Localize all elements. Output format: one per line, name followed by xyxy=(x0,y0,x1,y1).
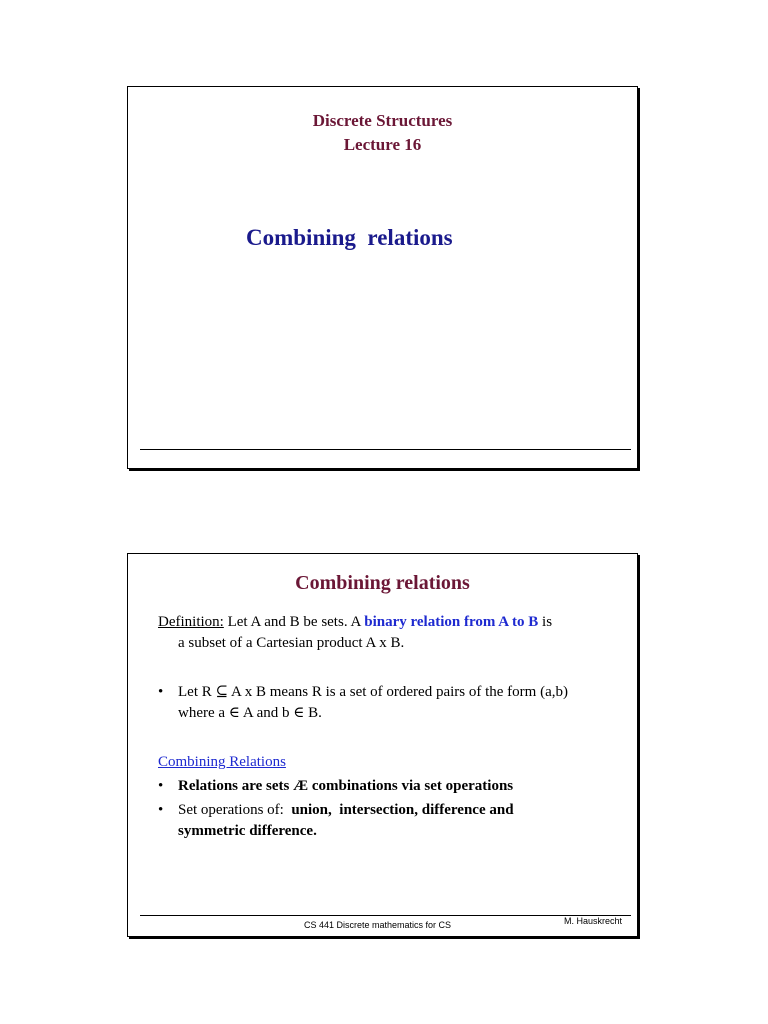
footer-course: CS 441 Discrete mathematics for CS xyxy=(304,920,452,930)
section-heading-link[interactable]: Combining Relations xyxy=(158,754,286,770)
content-slide xyxy=(127,553,638,937)
bullet-relation xyxy=(158,682,625,724)
definition-label: Definition: xyxy=(158,614,224,630)
footer-divider xyxy=(140,915,631,916)
definition-highlight: binary relation from A to B xyxy=(364,614,539,630)
bullet3-prefix: Set operations of: xyxy=(178,802,292,818)
definition-text-before: Let A and B be sets. A xyxy=(223,614,365,630)
lecture-number: Lecture 16 xyxy=(343,135,422,154)
bullet-marker: • xyxy=(158,684,164,700)
definition-line2: a subset of a Cartesian product A x B. xyxy=(178,635,405,651)
definition-block xyxy=(158,612,625,654)
bullet1-line2: where a ∈ A and b ∈ B. xyxy=(178,705,322,721)
title-slide xyxy=(127,86,638,469)
footer-divider xyxy=(140,449,631,450)
bullet3-line2: symmetric difference. xyxy=(178,823,317,839)
definition-text-after: is xyxy=(538,614,553,630)
slide-title: Combining relations xyxy=(295,572,470,594)
bullet-marker: • xyxy=(158,778,164,794)
footer-author: M. Hauskrecht xyxy=(564,916,623,926)
bullet3-bold: union, intersection, difference and xyxy=(291,802,514,818)
bullet-marker: • xyxy=(158,802,164,818)
lecture-title: Combining relations xyxy=(246,225,453,250)
bullet2-text: Relations are sets Æ combinations via set operations xyxy=(178,778,514,794)
combining-section xyxy=(158,752,625,842)
course-name: Discrete Structures xyxy=(312,111,453,130)
bullet1-line1: Let R ⊆ A x B means R is a set of ordered pairs of the form (a,b) xyxy=(178,684,568,700)
